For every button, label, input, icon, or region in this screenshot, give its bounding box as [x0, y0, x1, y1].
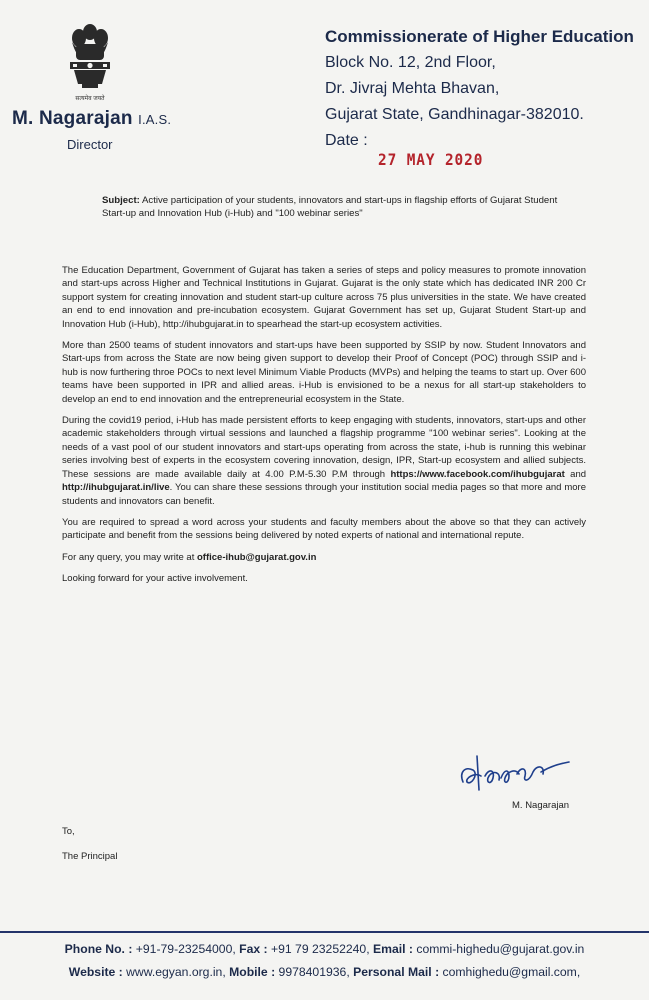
- fax-value: +91 79 23252240,: [270, 942, 370, 956]
- personal-mail-label: Personal Mail :: [353, 965, 440, 979]
- to-label: To,: [62, 826, 75, 837]
- officer-name: [12, 108, 171, 130]
- footer-line-2: [0, 961, 649, 984]
- email-value: commi-highedu@gujarat.gov.in: [416, 942, 585, 956]
- subject-line: [102, 194, 582, 220]
- office-name: Commissionerate of Higher Education: [325, 27, 634, 46]
- address-line-2: Dr. Jivraj Mehta Bhavan,: [325, 80, 500, 97]
- body-paragraph-5: [62, 551, 586, 564]
- mobile-label: Mobile :: [229, 965, 276, 979]
- website-value: www.egyan.org.in,: [126, 965, 226, 979]
- footer-contact: [0, 938, 649, 984]
- para3-text-a: During the covid19 period, i-Hub has made persistent efforts to keep engaging with students, innovators, start-ups and other academic stakeholders through virtual sessions and launched a flagship programme "100 webinar series". Looking at the needs of a vast pool of our student innovators and start-ups operating from across the state, i-hub is running this webinar series involving best of experts in the ecosystem covering innovation, design, IPR, Start-up ecosystem and allied subjects. These sessions are made available daily at 4.00 P.M-5.30 P.M through: [62, 415, 586, 480]
- subject-label: Subject:: [102, 195, 140, 206]
- para3-text-b: . You can share these sessions through your institution social media pages so that more and more students and innovators can benefit.: [62, 482, 586, 507]
- subject-text: Active participation of your students, innovators and start-ups in flagship efforts of Gujarat Student Start-up and Innovation Hub (i-Hub) and "100 webinar series": [102, 195, 558, 219]
- officer-suffix: I.A.S.: [138, 112, 172, 127]
- officer-title: Director: [67, 137, 113, 152]
- personal-mail-value: comhighedu@gmail.com,: [442, 965, 581, 979]
- footer-divider: [0, 931, 649, 933]
- facebook-link: https://www.facebook.com/ihubgujarat: [390, 468, 565, 480]
- body-paragraph-6: Looking forward for your active involvement.: [62, 573, 248, 585]
- body-paragraph-4: You are required to spread a word across your students and faculty members about the above so that they can actively participate and benefit from the sessions being delivered by noted experts of national and international repute.: [62, 516, 586, 542]
- live-link: http://ihubgujarat.in/live: [62, 482, 170, 494]
- para3-and: and: [570, 468, 587, 480]
- date-stamp: 27 MAY 2020: [378, 150, 484, 169]
- fax-label: Fax :: [239, 942, 268, 956]
- para5-text: For any query, you may write at: [62, 551, 195, 563]
- address-line-1: Block No. 12, 2nd Floor,: [325, 54, 496, 71]
- website-label: Website :: [68, 965, 123, 979]
- recipient-name: The Principal: [62, 851, 118, 862]
- officer-name-text: M. Nagarajan: [12, 108, 133, 129]
- phone-value: +91-79-23254000,: [135, 942, 236, 956]
- body-paragraph-2: More than 2500 teams of student innovators and start-ups have been supported by SSIP by now. Student Innovators and Start-ups from across the State are now being given support to develop their Proof of Concept (POC) through SSIP and i-hub is now furthering throe POCs to next level Minimum Viable Products (MVPs) and helping the teams to start up. Over 600 teams have been supported in IPR and allied areas. i-Hub is envisioned to be a nexus for all start-up stakeholders to develop an end to end innovation and the entrepreneurial ecosystem in the State.: [62, 340, 586, 405]
- signatory-name: M. Nagarajan: [512, 800, 570, 811]
- address-line-3: Gujarat State, Gandhinagar-382010.: [325, 106, 584, 123]
- body-paragraph-1: The Education Department, Government of Gujarat has taken a series of steps and policy measures to promote innovation and start-ups across Higher and Technical Institutions in Gujarat. Gujarat is the only state which has dedicated INR 200 Cr support system for creating innovation and student start-up culture across 75 plus universities in the state. We have created an end to end innovation and pre-incubation ecosystem. Gujarat Government has set up, Gujarat Student Start-up and Innovation Hub (i-Hub), http://ihubgujarat.in to spearhead the start-up ecosystem activities.: [62, 265, 586, 330]
- query-email: office-ihub@gujarat.gov.in: [197, 551, 317, 563]
- email-label: Email :: [373, 942, 413, 956]
- office-address-block: [325, 24, 634, 128]
- handwritten-signature: [455, 742, 575, 800]
- footer-line-1: [0, 938, 649, 961]
- date-label: Date :: [325, 132, 368, 149]
- emblem-motto: सत्यमेव जयते: [75, 96, 105, 102]
- body-paragraph-3: [62, 414, 586, 508]
- phone-label: Phone No. :: [64, 942, 133, 956]
- letter-body: [62, 264, 586, 594]
- mobile-value: 9978401936,: [278, 965, 350, 979]
